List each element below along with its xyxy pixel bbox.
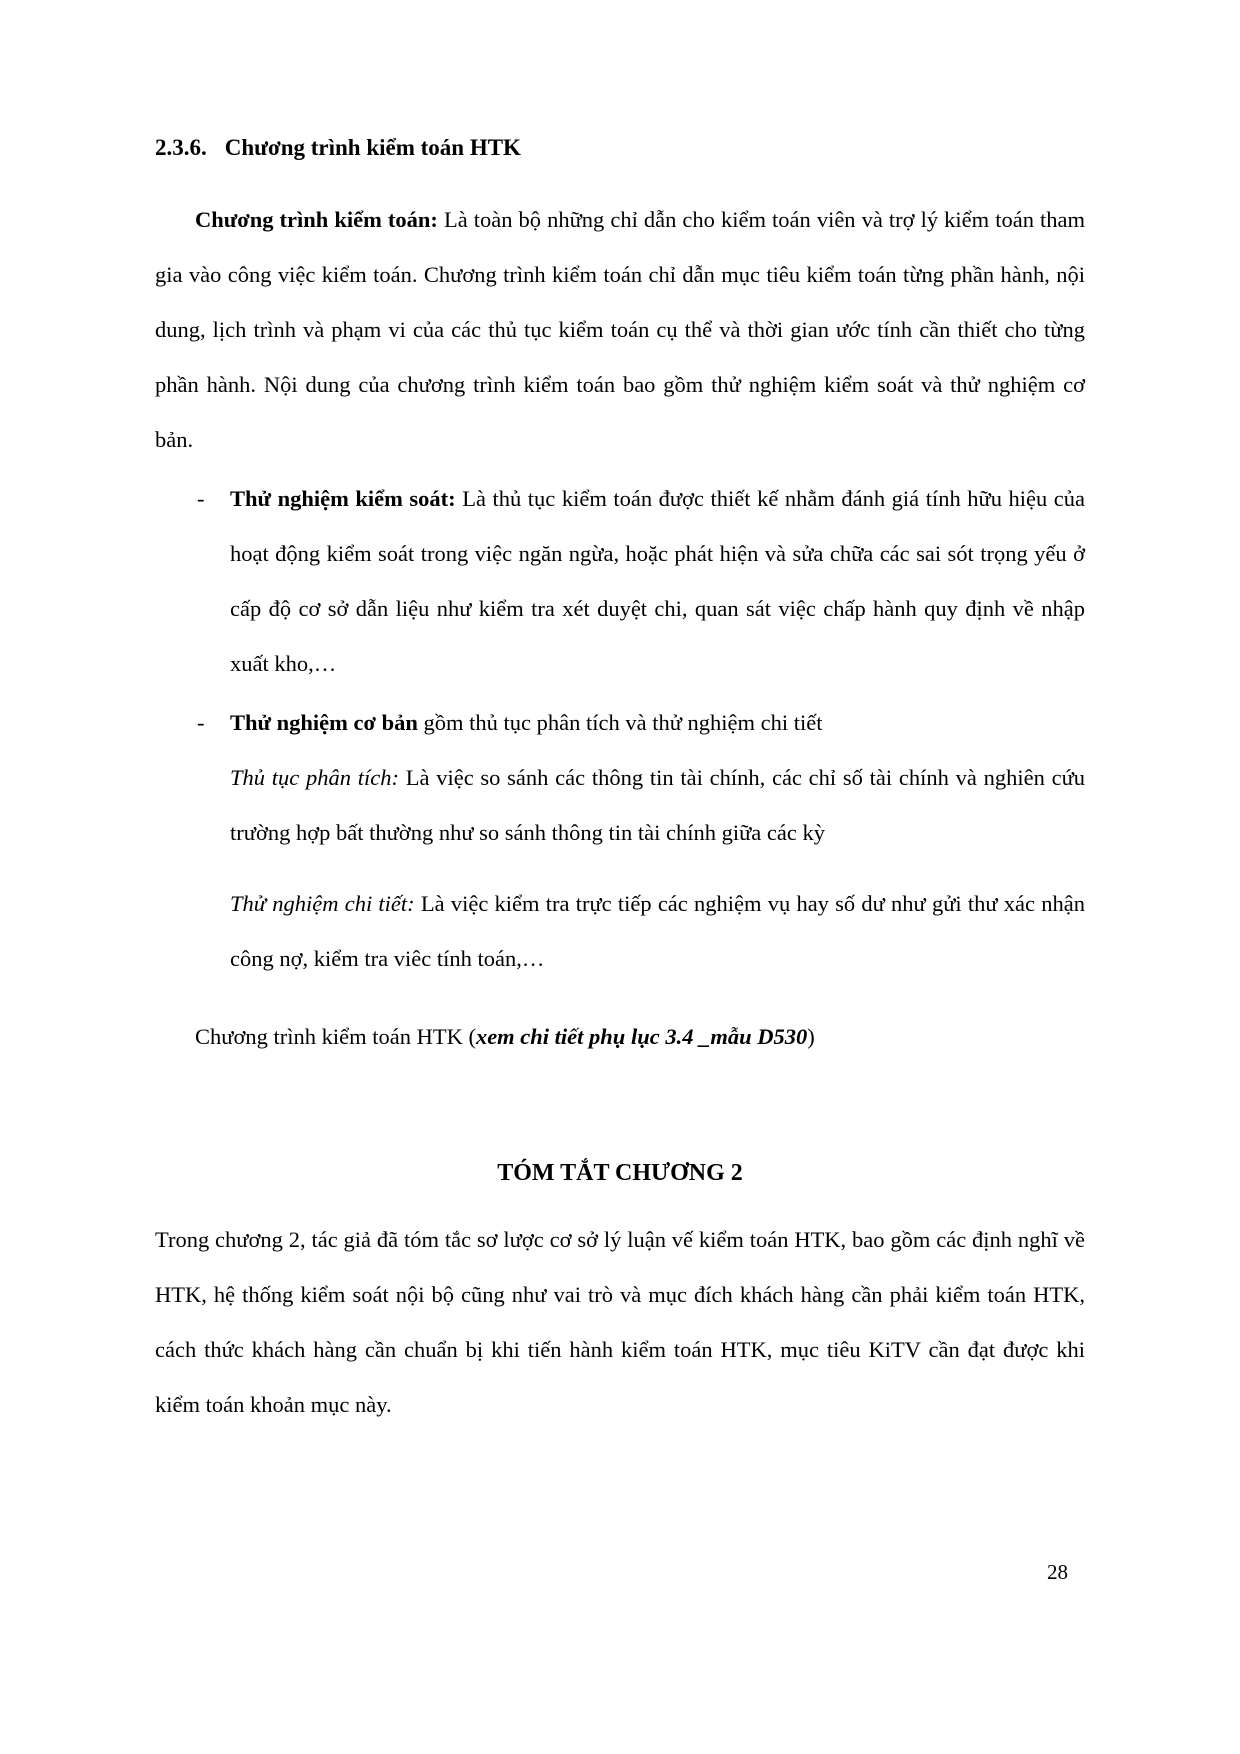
bullet-control-tests (155, 471, 1085, 691)
detail-test-paragraph (230, 876, 1085, 986)
detail-test-body: Là việc kiểm tra trực tiếp các nghiệm vụ hay số dư như gửi thư xác nhận công nợ, kiểm tra viêc tính toán,… (230, 891, 1085, 971)
appendix-reference-line (155, 1009, 1085, 1064)
chapter-summary-title: TÓM TẮT CHƯƠNG 2 (497, 1159, 743, 1186)
appendix-prefix: Chương trình kiểm toán HTK ( (195, 1023, 476, 1049)
section-number: 2.3.6. (155, 135, 207, 160)
bullet-dash: - (197, 710, 205, 735)
section-title: Chương trình kiểm toán HTK (224, 135, 521, 160)
intro-paragraph (155, 192, 1085, 467)
section-heading (155, 132, 1085, 164)
substantive-tests-body: gồm thủ tục phân tích và thử nghiệm chi tiết (417, 710, 823, 735)
appendix-emphasis: xem chi tiết phụ lục 3.4 _mẫu D530 (475, 1023, 808, 1049)
intro-lead: Chương trình kiểm toán: (195, 207, 438, 232)
substantive-tests-lead: Thử nghiệm cơ bản (230, 710, 418, 735)
detail-test-lead: Thử nghiệm chi tiết: (230, 891, 415, 916)
control-tests-paragraph (230, 471, 1085, 691)
chapter-summary-paragraph: Trong chương 2, tác giả đã tóm tắc sơ lược cơ sở lý luận vế kiểm toán HTK, bao gồm các định nghĩ về HTK, hệ thống kiểm soát nội bộ cũng như vai trò và mục đích khách hàng cần phải kiểm toán HTK, cách thức khách hàng cần chuẩn bị khi tiến hành kiểm toán HTK, mục tiêu KiTV cần đạt được khi kiểm toán khoản mục này. (155, 1226, 1085, 1417)
page-number: 28 (1047, 1560, 1068, 1584)
analytic-procedure-lead: Thủ tục phân tích: (230, 765, 399, 790)
bullet-substantive-tests (155, 695, 1085, 986)
intro-body: Là toàn bộ những chỉ dẫn cho kiểm toán viên và trợ lý kiểm toán tham gia vào công việc kiểm toán. Chương trình kiểm toán chỉ dẫn mục tiêu kiểm toán từng phần hành, nội dung, lịch trình và phạm vi của các thủ tục kiểm toán cụ thể và thời gian ước tính cần thiết cho từng phần hành. Nội dung của chương trình kiểm toán bao gồm thử nghiệm kiểm soát và thử nghiệm cơ bản. (155, 207, 1085, 452)
appendix-suffix: ) (807, 1023, 815, 1049)
control-tests-body: Là thủ tục kiểm toán được thiết kế nhằm đánh giá tính hữu hiệu của hoạt động kiểm soát trong việc ngăn ngừa, hoặc phát hiện và sửa chữa các sai sót trọng yếu ở cấp độ cơ sở dẫn liệu như kiểm tra xét duyệt chi, quan sát việc chấp hành quy định về nhập xuất kho,… (230, 486, 1086, 676)
analytic-procedure-body: Là việc so sánh các thông tin tài chính, các chỉ số tài chính và nghiên cứu trường hợp bất thường như so sánh thông tin tài chính giữa các kỳ (230, 765, 1086, 845)
control-tests-lead: Thử nghiệm kiểm soát: (230, 486, 456, 511)
analytic-procedure-paragraph (230, 750, 1085, 860)
bullet-dash: - (197, 486, 205, 511)
section-body (155, 192, 1085, 1432)
substantive-tests-paragraph (230, 695, 1085, 750)
